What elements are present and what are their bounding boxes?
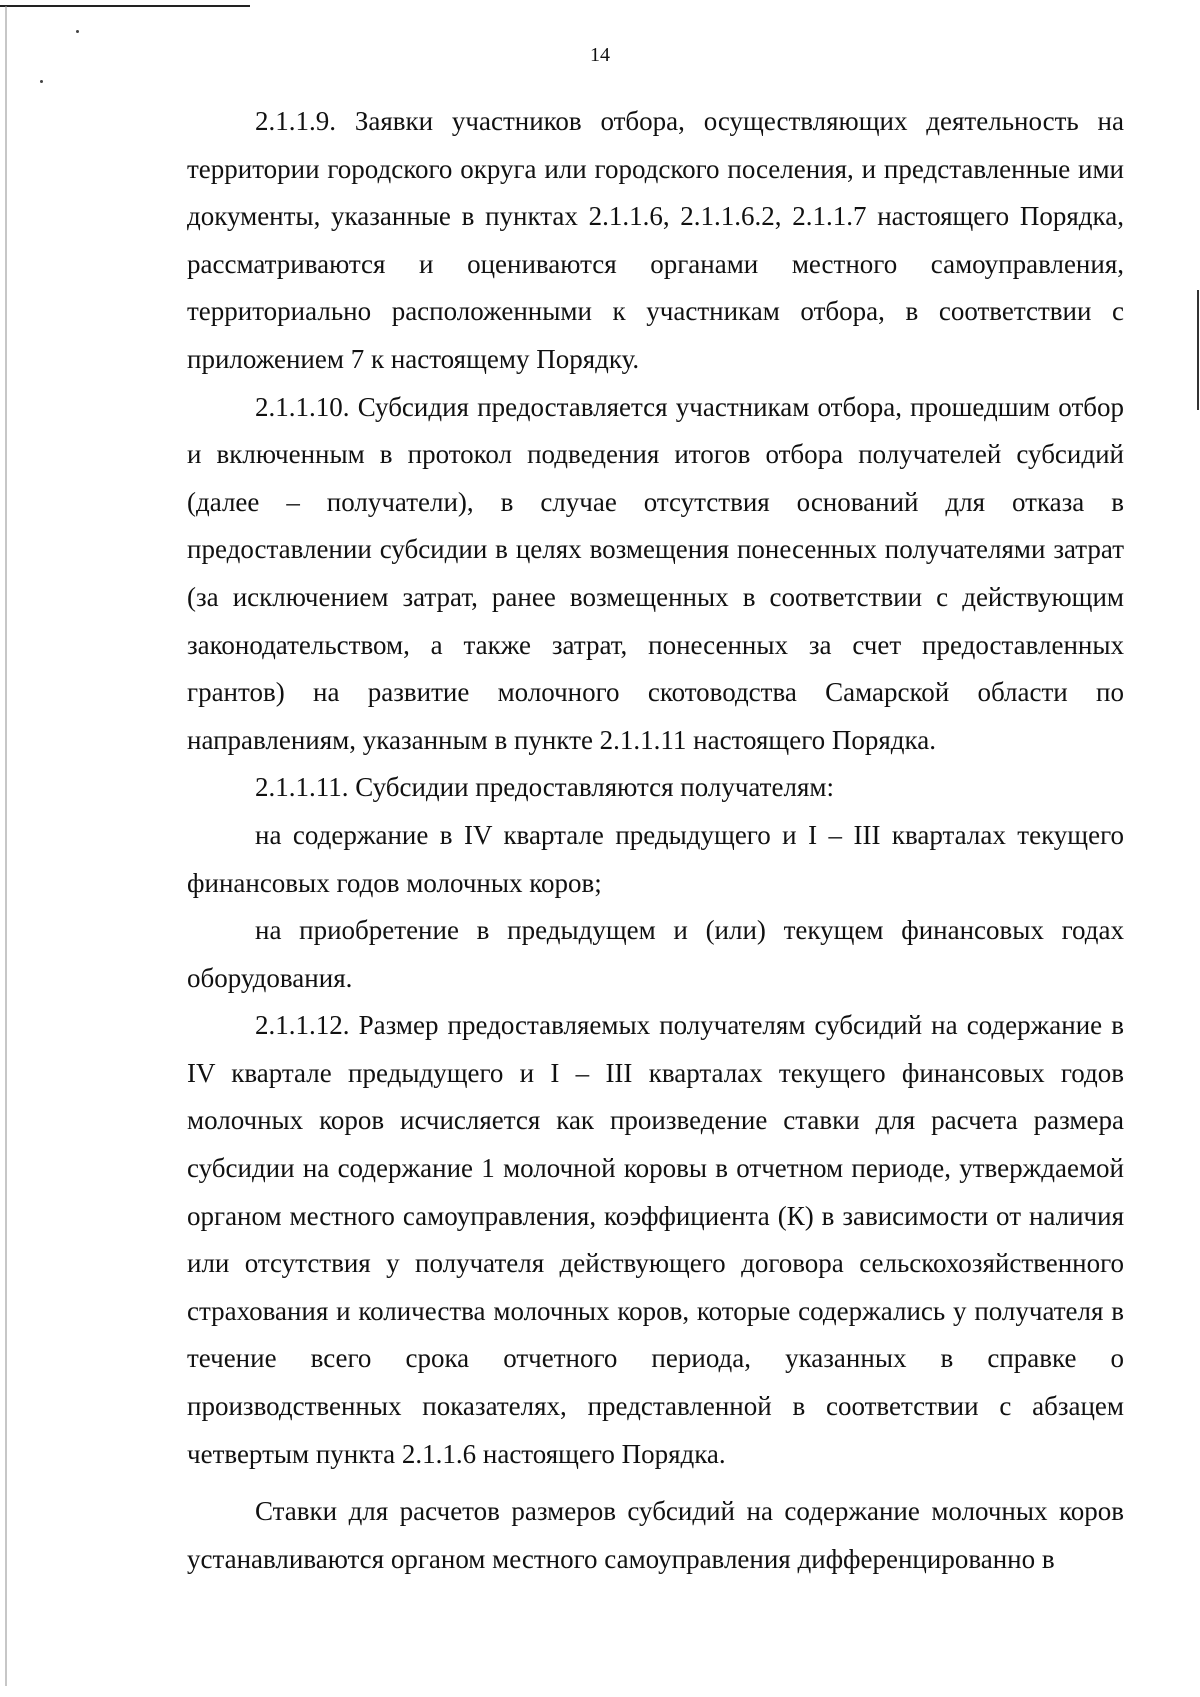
scan-edge-top: [0, 5, 250, 7]
scan-edge-left: [5, 6, 7, 1686]
document-body: [187, 98, 1124, 1583]
paragraph-item-equipment: на приобретение в предыдущем и (или) текущем финансовых годах оборудования.: [187, 915, 1124, 993]
scan-speck: [76, 30, 79, 33]
scan-speck: [40, 80, 43, 83]
paragraph-2-1-1-12: 2.1.1.12. Размер предоставляемых получателям субсидий на содержание в IV квартале предыдущего и I – III кварталах текущего финансовых годов молочных коров исчисляется как произведение ставки для расчета размера субсидии на содержание 1 молочной коровы в отчетном периоде, утверждаемой органом местного самоуправления, коэффициента (К) в зависимости от наличия или отсутствия у получателя действующего договора сельскохозяйственного страхования и количества молочных коров, которые содержались у получателя в течение всего срока отчетного периода, указанных в справке о производственных показателях, представленной в соответствии с абзацем четвертым пункта 2.1.1.6 настоящего Порядка.: [187, 1010, 1124, 1469]
paragraph-rates: Ставки для расчетов размеров субсидий на содержание молочных коров устанавливаются органом местного самоуправления дифференцированно в: [187, 1496, 1124, 1574]
scan-edge-right: [1197, 290, 1199, 410]
page-number: 14: [590, 44, 610, 66]
paragraph-item-cows: на содержание в IV квартале предыдущего и I – III кварталах текущего финансовых годов молочных коров;: [187, 819, 1124, 898]
paragraph-2-1-1-10: 2.1.1.10. Субсидия предоставляется участникам отбора, прошедшим отбор и включенным в протокол подведения итогов отбора получателей субсидий (далее – получатели), в случае отсутствия оснований для отказа в предоставлении субсидии в целях возмещения понесенных получателями затрат (за исключением затрат, ранее возмещенных в соответствии с действующим законодательством, а также затрат, понесенных за счет предоставленных грантов) на развитие молочного скотоводства Самарской области по направлениям, указанным в пункте 2.1.1.11 настоящего Порядка.: [187, 391, 1124, 755]
paragraph-2-1-1-11: 2.1.1.11. Субсидии предоставляются получателям:: [255, 772, 834, 803]
paragraph-2-1-1-9: 2.1.1.9. Заявки участников отбора, осуществляющих деятельность на территории городского округа или городского поселения, и представленные ими документы, указанные в пунктах 2.1.1.6, 2.1.1.6.2, 2.1.1.7 настоящего Порядка, рассматриваются и оцениваются органами местного самоуправления, территориально расположенными к участникам отбора, в соответствии с приложением 7 к настоящему Порядку.: [187, 106, 1124, 374]
